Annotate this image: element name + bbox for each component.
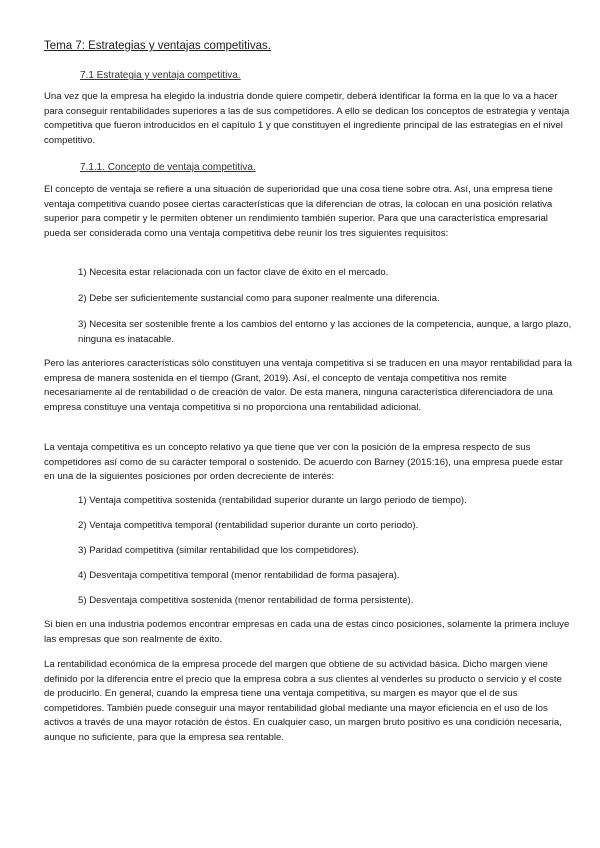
position-item: 4) Desventaja competitiva temporal (menor rentabilidad de forma pasajera). — [78, 570, 400, 581]
position-item: 1) Ventaja competitiva sostenida (rentabilidad superior durante un largo periodo de tiempo). — [78, 495, 467, 506]
position-item: 3) Paridad competitiva (similar rentabilidad que los competidores). — [78, 545, 360, 556]
chapter-title: Tema 7: Estrategias y ventajas competitivas. — [44, 40, 271, 52]
section-heading-7-1: 7.1 Estrategia y ventaja competitiva. — [80, 70, 241, 81]
paragraph-barney: La ventaja competitiva es un concepto relativo ya que tiene que ver con la posición de la empresa respecto de sus competidores así como de su carácter temporal o sostenido. De acuerdo con Barney (2015:16), una empresa puede estar en una de la siguientes posiciones por orden decreciente de interés: — [44, 442, 563, 482]
section-heading-7-1-1: 7.1.1. Concepto de ventaja competitiva. — [80, 162, 256, 173]
paragraph-concept: El concepto de ventaja se refiere a una situación de superioridad que una cosa tiene sobre otra. Así, una empresa tiene ventaja competitiva cuando posee ciertas características que la diferencian de otras, la colocan en una posición relativa superior para competir y le permiten obtener un rendimiento también superior. Para que una característica empresarial pueda ser considerada como una ventaja competitiva debe reunir los tres siguientes requisitos: — [44, 184, 553, 239]
requirement-item: 2) Debe ser suficientemente sustancial como para suponer realmente una diferencia. — [78, 293, 440, 304]
paragraph-grant: Pero las anteriores características sólo constituyen una ventaja competitiva si se traducen en una mayor rentabilidad para la empresa de manera sostenida en el tiempo (Grant, 2019). Así, el concepto de ventaja competitiva nos remite necesariamente al de rentabilidad o de creación de valor. De esta manera, ninguna característica diferenciadora de una empresa constituye una ventaja competitiva si no proporciona una rentabilidad adicional. — [44, 358, 572, 413]
paragraph-intro: Una vez que la empresa ha elegido la industria donde quiere competir, deberá identificar la forma en la que lo va a hacer para conseguir rentabilidades superiores a las de sus competidores. A ello se dedican los conceptos de estrategia y ventaja competitiva que fueron introducidos en el capítulo 1 y que constituyen el ingrediente principal de las estrategias en el nivel competitivo. — [44, 91, 570, 146]
requirement-item: 1) Necesita estar relacionada con un factor clave de éxito en el mercado. — [78, 267, 389, 278]
paragraph-margin: La rentabilidad económica de la empresa procede del margen que obtiene de su actividad básica. Dicho margen viene definido por la diferencia entre el precio que la empresa cobra a sus clientes al venderles su producto o servicio y el coste de producirlo. En general, cuando la empresa tiene una ventaja competitiva, su margen es mayor que el de sus competidores. También puede conseguir una mayor rentabilidad global mediante una mayor eficiencia en el uso de los activos a través de una mayor rotación de éstos. En cualquier caso, un margen bruto positivo es una condición necesaria, aunque no suficiente, para que la empresa sea rentable. — [44, 659, 562, 743]
paragraph-five-positions: Si bien en una industria podemos encontrar empresas en cada una de estas cinco posiciones, solamente la primera incluye las empresas que son realmente de éxito. — [44, 619, 570, 645]
position-item: 2) Ventaja competitiva temporal (rentabilidad superior durante un corto periodo). — [78, 520, 419, 531]
requirement-item: 3) Necesita ser sostenible frente a los cambios del entorno y las acciones de la competencia, aunque, a largo plazo, ninguna es inatacable. — [78, 319, 572, 345]
position-item: 5) Desventaja competitiva sostenida (menor rentabilidad de forma persistente). — [78, 595, 414, 606]
